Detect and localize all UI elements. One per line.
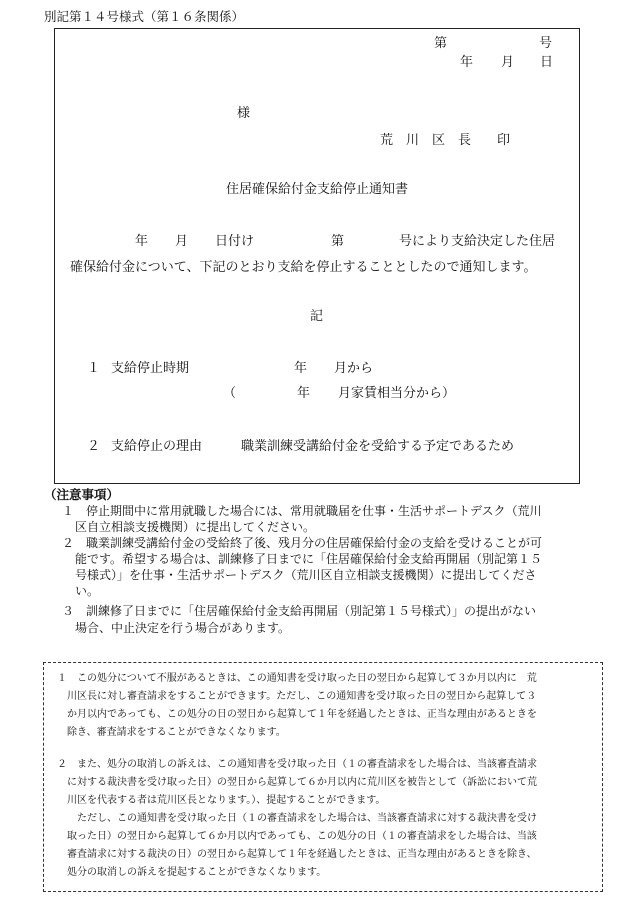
item1-month-from: 月から	[334, 361, 374, 376]
note-line: 場合、中止決定を行う場合があります。	[75, 621, 291, 635]
notes-heading: （注意事項）	[44, 487, 120, 502]
appeal-line: 審査請求に対する裁決の日）の翌日から起算して１年を経過したときは、正当な理由があるときを除き、	[67, 849, 537, 860]
notice-form	[54, 28, 580, 484]
appeal-line: に対する裁決書を受け取った日）の翌日から起算して６か月以内に荒川区を被告として（訴訟において荒	[67, 777, 537, 788]
appeal-line: 除き、審査請求をすることができなくなります。	[67, 727, 286, 738]
body-dai: 第	[331, 234, 345, 249]
note-line: ３ 訓練修了日までに「住居確保給付金支給再開届（別記第１５号様式）」の提出がない	[62, 604, 537, 618]
item1-label: 支給停止時期	[111, 361, 190, 376]
appeal-line: 川区長に対し審査請求をすることができます。ただし、この通知書を受け取った日の翌日から起算して３	[67, 691, 537, 702]
appeal-line: 川区を代表する者は荒川区長となります。）、提起することができます。	[67, 795, 386, 806]
addressee-sama: 様	[237, 106, 251, 121]
item1-paren-open: （	[223, 386, 237, 401]
note-line: ２ 職業訓練受講給付金の受給終了後、残月分の住居確保給付金の支給を受けることが可	[62, 536, 543, 550]
body-line2: 確保給付金について、下記のとおり支給を停止することとしたので通知します。	[70, 260, 537, 275]
appeal-line: ２ また、処分の取消しの訴えは、この通知書を受け取った日（１の審査請求をした場合は、当該審査請求	[57, 759, 537, 770]
appeal-line: 処分の取消しの訴えを提起することができなくなります。	[67, 867, 327, 878]
doc-number-go: 号	[539, 36, 553, 51]
note-line: 号様式）」を仕事・生活サポートデスク（荒川区自立相談支援機関）に提出してくださ	[75, 568, 537, 582]
date-year: 年	[460, 55, 474, 70]
note-line: 能です。希望する場合は、訓練修了日までに「住居確保給付金支給再開届（別記第１５	[75, 552, 543, 566]
body-year: 年	[135, 234, 149, 249]
date-day: 日	[540, 55, 554, 70]
form-number: 別記第１４号様式（第１６条関係）	[44, 9, 245, 24]
appeal-notice-box	[43, 662, 603, 892]
appeal-line: 取った日）の翌日から起算して６か月以内であっても、この処分の日（１の審査請求をした場合は、当該	[67, 831, 537, 842]
appeal-line: か月以内であっても、この処分の日の翌日から起算して１年を経過したときは、正当な理由があるときを	[67, 709, 537, 720]
body-line1-rest: 号により支給決定した住居	[399, 234, 556, 249]
body-month: 月	[175, 234, 189, 249]
appeal-line: １ この処分について不服があるときは、この通知書を受け取った日の翌日から起算して３か月以内に 荒	[57, 673, 537, 684]
body-dated: 日付け	[215, 234, 255, 249]
date-month: 月	[501, 55, 515, 70]
item2-reason: 職業訓練受講給付金を受給する予定であるため	[241, 439, 515, 454]
item2-num: ２	[87, 439, 101, 454]
item2-label: 支給停止の理由	[111, 439, 203, 454]
note-line: 区自立相談支援機関）に提出してください。	[75, 520, 316, 534]
note-line: １ 停止期間中に常用就職した場合には、常用就職届を仕事・生活サポートデスク（荒川	[62, 504, 542, 518]
doc-number-dai: 第	[434, 36, 448, 51]
page-title: 住居確保給付金支給停止通知書	[226, 182, 409, 197]
note-line: い。	[75, 584, 100, 598]
item1-year: 年	[294, 361, 308, 376]
item1-num: １	[87, 361, 101, 376]
appeal-line: ただし、この通知書を受け取った日（１の審査請求をした場合は、当該審査請求に対する裁決書を受け	[77, 813, 537, 824]
issuer-name: 荒 川 区 長 印	[380, 133, 511, 148]
ki-heading: 記	[310, 309, 324, 324]
item1-paren-year: 年	[297, 386, 311, 401]
item1-paren-rest: 月家賃相当分から）	[338, 386, 456, 401]
